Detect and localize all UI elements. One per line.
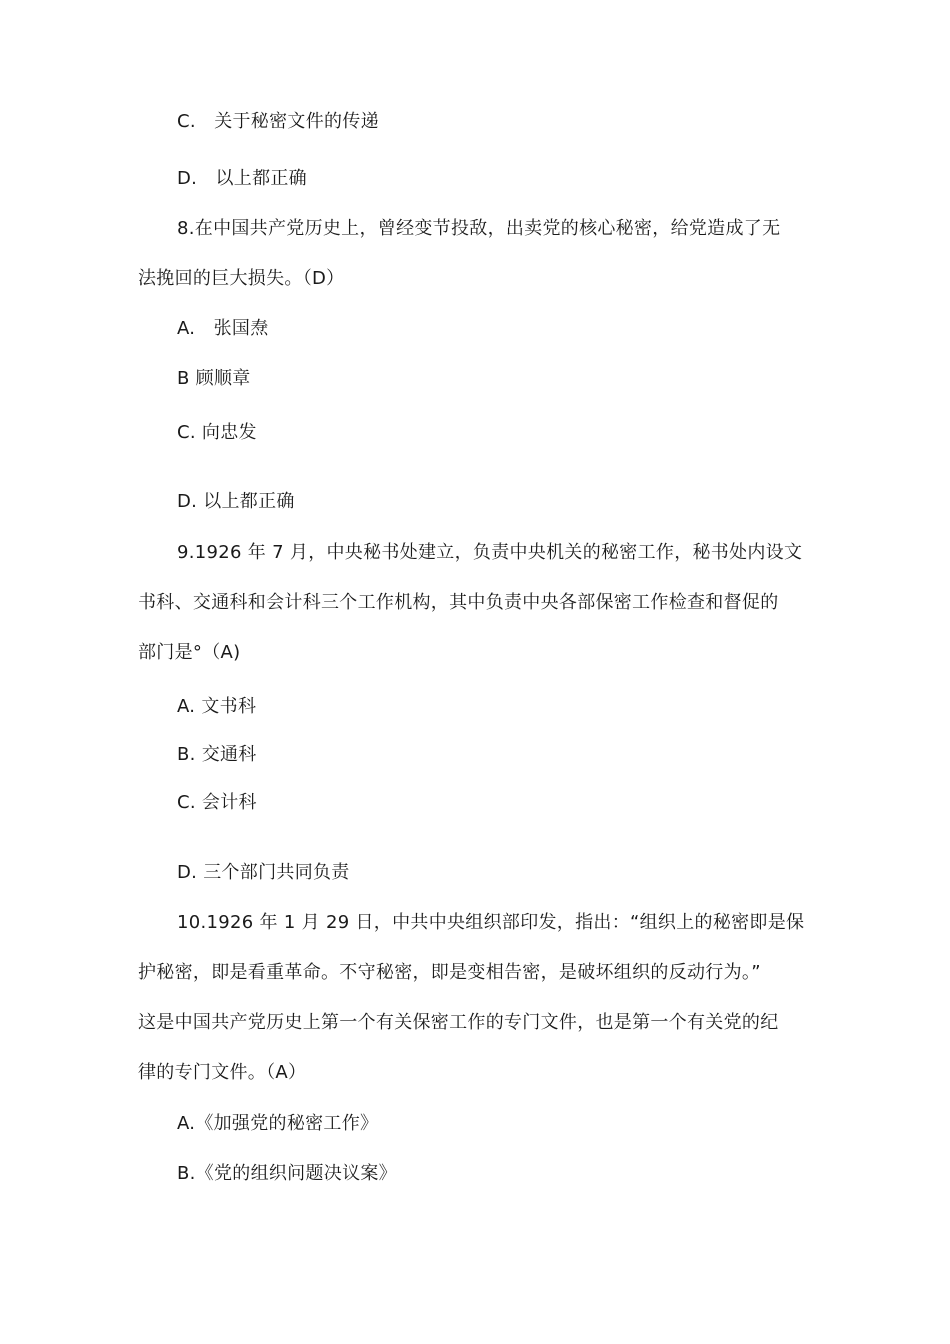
q8-option-a: A. 张国焘: [177, 318, 269, 339]
q10-question-line-2: 护秘密，即是看重革命。不守秘密，即是变相告密，是破坏组织的反动行为。”: [138, 962, 761, 983]
q8-option-c: C. 向忠发: [177, 422, 257, 443]
q8-question-line-2: 法挽回的巨大损失。（D）: [138, 268, 345, 289]
q10-question-line-1: 10.1926 年 1 月 29 日，中共中央组织部印发，指出：“组织上的秘密即是保: [177, 912, 805, 933]
q8-question-line-1: 8.在中国共产党历史上，曾经变节投敌，出卖党的核心秘密，给党造成了无: [177, 218, 781, 239]
q9-question-line-1: 9.1926 年 7 月，中央秘书处建立，负责中央机关的秘密工作，秘书处内设文: [177, 542, 803, 563]
q10-option-b: B.《党的组织问题决议案》: [177, 1163, 397, 1184]
q9-option-c: C. 会计科: [177, 792, 257, 813]
q9-option-a: A. 文书科: [177, 696, 257, 717]
q10-question-line-3: 这是中国共产党历史上第一个有关保密工作的专门文件，也是第一个有关党的纪: [138, 1012, 779, 1033]
q9-option-d: D. 三个部门共同负责: [177, 862, 350, 883]
q8-option-b: B 顾顺章: [177, 368, 251, 389]
q10-question-line-4: 律的专门文件。（A）: [138, 1062, 307, 1083]
q7-option-d: D. 以上都正确: [177, 168, 307, 189]
q8-option-d: D. 以上都正确: [177, 491, 295, 512]
q9-option-b: B. 交通科: [177, 744, 257, 765]
q9-question-line-2: 书科、交通科和会计科三个工作机构，其中负责中央各部保密工作检查和督促的: [138, 592, 779, 613]
q9-question-line-3: 部门是°（A): [138, 642, 241, 663]
q10-option-a: A.《加强党的秘密工作》: [177, 1113, 379, 1134]
q7-option-c: C. 关于秘密文件的传递: [177, 111, 379, 132]
